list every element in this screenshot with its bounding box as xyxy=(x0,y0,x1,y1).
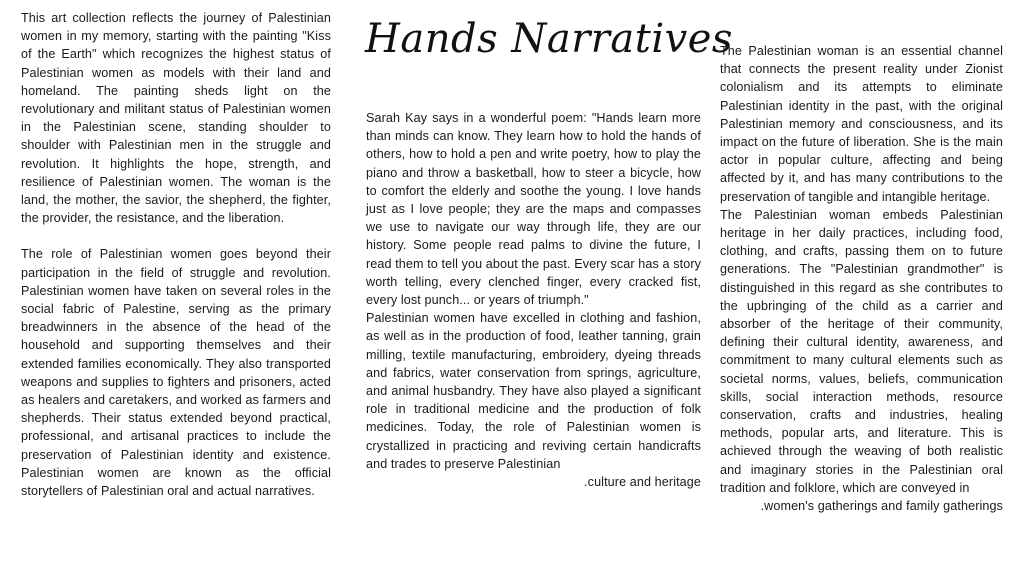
center-paragraph-2-end: .culture and heritage xyxy=(584,475,701,490)
right-paragraph-2: The Palestinian woman embeds Palestinian heritage in her daily practices, including food, clothing, and crafts, passing them on to future generations. The "Palestinian grandmother" is distinguished in this regard as she contributes to the upbringing of the child as a carrier and absorber of the heritage of their community, defining their cultural identity, awareness, and commitment to many cultural elements such as societal norms, values, beliefs, communication skills, social interaction methods, resource conservation, crafts and industries, healing methods, popular arts, and literature. This is achieved through the weaving of both realistic and imaginary stories in the Palestinian oral tradition and folklore, which are conveyed in xyxy=(720,207,1003,495)
left-paragraph-2: The role of Palestinian women goes beyond their participation in the field of struggle and revolution. Palestinian women have taken on several roles in the social fabric of Palestine, serving as the primary breadwinners in the absence of the head of the household and supporting themselves and their extended families economically. They also transported weapons and supplies to fighters and prisoners, acted as healers and caretakers, and worked as farmers and shepherds. Their status extended beyond practical, professional, and artisanal practices to include the preservation of Palestinian identity and existence. Palestinian women are known as the official storytellers of Palestinian oral and actual narratives. xyxy=(21,247,331,499)
center-paragraph-2: Palestinian women have excelled in clothing and fashion, as well as in the production of food, leather tanning, grain milling, textile manufacturing, embroidery, dyeing threads and fabrics, water conservation from springs, agriculture, and animal husbandry. They have also played a significant role in traditional medicine and the production of folk medicines. Today, the role of Palestinian women is crystallized in practicing and reviving certain handicrafts and trades to preserve Palestinian xyxy=(366,311,701,471)
right-text-column xyxy=(720,42,1003,515)
left-paragraph-1: This art collection reflects the journey of Palestinian women in my memory, starting with the painting "Kiss of the Earth" which recognizes the highest status of Palestinian women as models with their land and homeland. The painting sheds light on the revolutionary and militant status of Palestinian women in the Palestinian scene, standing shoulder to shoulder with Palestinian men in the struggle and revolution. It highlights the hope, strength, and resilience of Palestinian women. The woman is the land, the mother, the savior, the shepherd, the fighter, the provider, the resistance, and the liberation. xyxy=(21,11,331,226)
right-paragraph-1: The Palestinian woman is an essential channel that connects the present reality under Zionist colonialism and its attempts to eliminate Palestinian identity in the past, with the original Palestinian memory and consciousness, and its impact on the future of liberation. She is the main actor in popular culture, affecting and being affected by it, and has many contributions to the preservation of tangible and intangible heritage. xyxy=(720,44,1003,204)
center-paragraph-1: Sarah Kay says in a wonderful poem: "Hands learn more than minds can know. They learn how to hold the hands of others, how to hold a pen and write poetry, how to play the piano and throw a basketball, how to steer a bicycle, how to comfort the elderly and soothe the young. I love hands just as I love people; they are the maps and compasses we use to navigate our way through life, they are our history. Some people read palms to divine the future, I read them to tell you about the past. Every scar has a story worth telling, every clenched finger, every cracked fist, every lost punch... or years of triumph." xyxy=(366,111,702,308)
page-title: Hands Narratives xyxy=(365,16,733,62)
left-text-column xyxy=(21,9,331,500)
right-paragraph-2-end: .women's gatherings and family gatherings xyxy=(760,499,1003,514)
center-text-column xyxy=(366,109,701,491)
